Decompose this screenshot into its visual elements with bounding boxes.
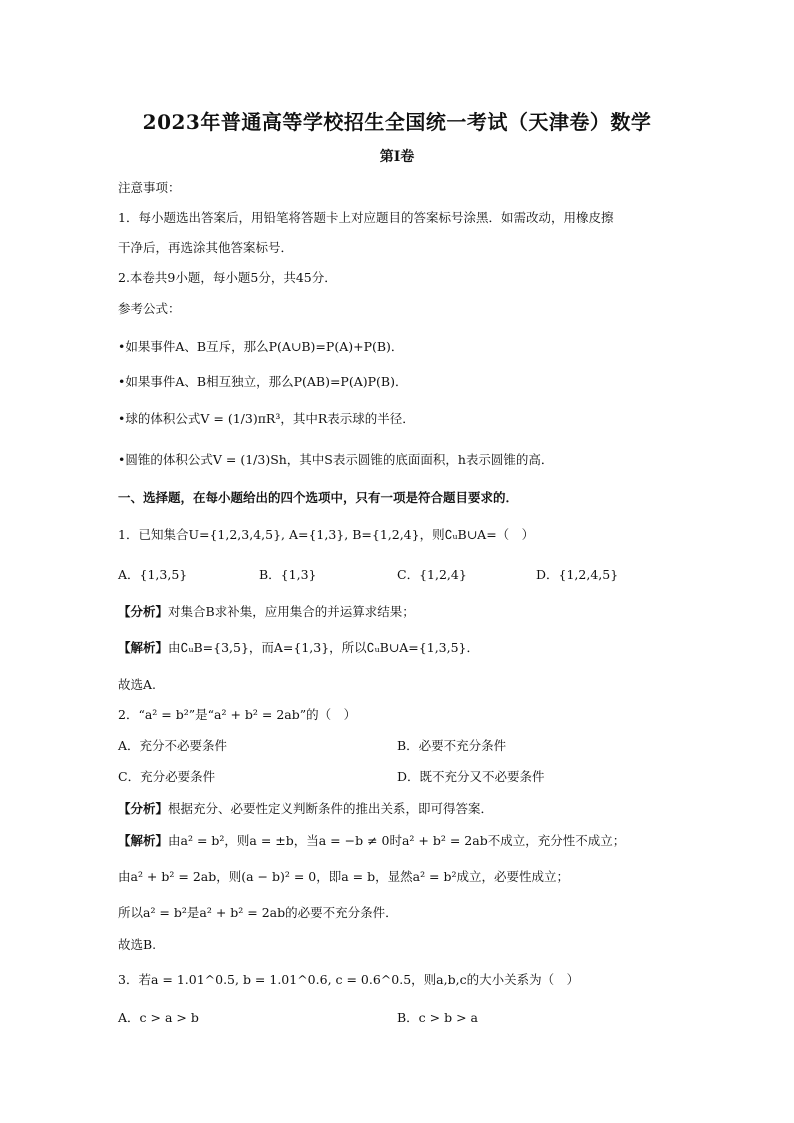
formula-sphere-volume: •球的体积公式V = (1/3)πR³，其中R表示球的半径． <box>118 411 415 426</box>
section-1-heading: 一、选择题，在每小题给出的四个选项中，只有一项是符合题目要求的． <box>118 490 519 505</box>
q1-option-a: A．{1,3,5} <box>118 567 188 582</box>
notes-item-1-line-1: 1．每小题选出答案后，用铅笔将答题卡上对应题目的答案标号涂黑．如需改动，用橡皮擦 <box>118 210 614 225</box>
q2-analysis <box>118 801 493 817</box>
formula-cone-volume: •圆锥的体积公式V = (1/3)Sh，其中S表示圆锥的底面面积，h表示圆锥的高． <box>118 452 554 467</box>
q1-solution-tag: 【解析】 <box>118 640 169 655</box>
q1-analysis <box>118 604 415 620</box>
q2-solution-line-2: 由a² + b² = 2ab，则(a − b)² = 0，即a = b，显然a² = b²成立，必要性成立； <box>118 869 570 884</box>
q2-answer: 故选B. <box>118 937 157 952</box>
q1-analysis-tag: 【分析】 <box>118 604 169 619</box>
q1-option-d: D．{1,2,4,5} <box>536 567 619 582</box>
q1-solution-text: 由∁ᵤB={3,5}，而A={1,3}，所以∁ᵤB∪A={1,3,5}． <box>168 640 479 655</box>
exam-title: 2023年普通高等学校招生全国统一考试（天津卷）数学 <box>142 110 652 134</box>
formula-independent: •如果事件A、B相互独立，那么P(AB)=P(A)P(B)． <box>118 374 408 389</box>
q2-option-b: B．必要不充分条件 <box>397 738 507 753</box>
q2-analysis-text: 根据充分、必要性定义判断条件的推出关系，即可得答案． <box>168 801 494 816</box>
q3-option-b: B．c > b > a <box>397 1010 478 1025</box>
notes-heading: 注意事项： <box>118 180 181 195</box>
q1-analysis-text: 对集合B求补集，应用集合的并运算求结果； <box>168 604 415 619</box>
q2-solution-line-3: 所以a² = b²是a² + b² = 2ab的必要不充分条件． <box>118 905 398 920</box>
q3-option-a: A．c > a > b <box>118 1010 199 1025</box>
q3-stem: 3．若a = 1.01^0.5, b = 1.01^0.6, c = 0.6^0.5，则a,b,c的大小关系为（ ） <box>118 972 580 987</box>
volume-label: 第Ⅰ卷 <box>379 149 415 165</box>
q2-solution-line-1 <box>118 833 625 849</box>
q2-option-a: A．充分不必要条件 <box>118 738 228 753</box>
q2-option-c: C．充分必要条件 <box>118 769 216 784</box>
q2-option-d: D．既不充分又不必要条件 <box>397 769 545 784</box>
q2-solution-tag: 【解析】 <box>118 833 169 848</box>
q1-option-c: C．{1,2,4} <box>397 567 467 582</box>
q2-stem: 2．“a² = b²”是“a² + b² = 2ab”的（ ） <box>118 707 357 722</box>
q1-stem: 1．已知集合U={1,2,3,4,5}, A={1,3}, B={1,2,4}，则∁ᵤB∪A=（ ） <box>118 527 535 542</box>
q2-analysis-tag: 【分析】 <box>118 801 169 816</box>
q1-solution <box>118 640 479 656</box>
q2-solution-text-1: 由a² = b²，则a = ±b，当a = −b ≠ 0时a² + b² = 2ab不成立，充分性不成立； <box>168 833 626 848</box>
formula-mutually-exclusive: •如果事件A、B互斥，那么P(A∪B)=P(A)+P(B)． <box>118 339 404 354</box>
q1-answer: 故选A. <box>118 677 157 692</box>
notes-item-1-line-2: 干净后，再选涂其他答案标号． <box>118 240 294 255</box>
formulas-heading: 参考公式： <box>118 301 181 316</box>
q1-option-b: B．{1,3} <box>259 567 317 582</box>
notes-item-2: 2.本卷共9小题，每小题5分，共45分． <box>118 270 337 285</box>
